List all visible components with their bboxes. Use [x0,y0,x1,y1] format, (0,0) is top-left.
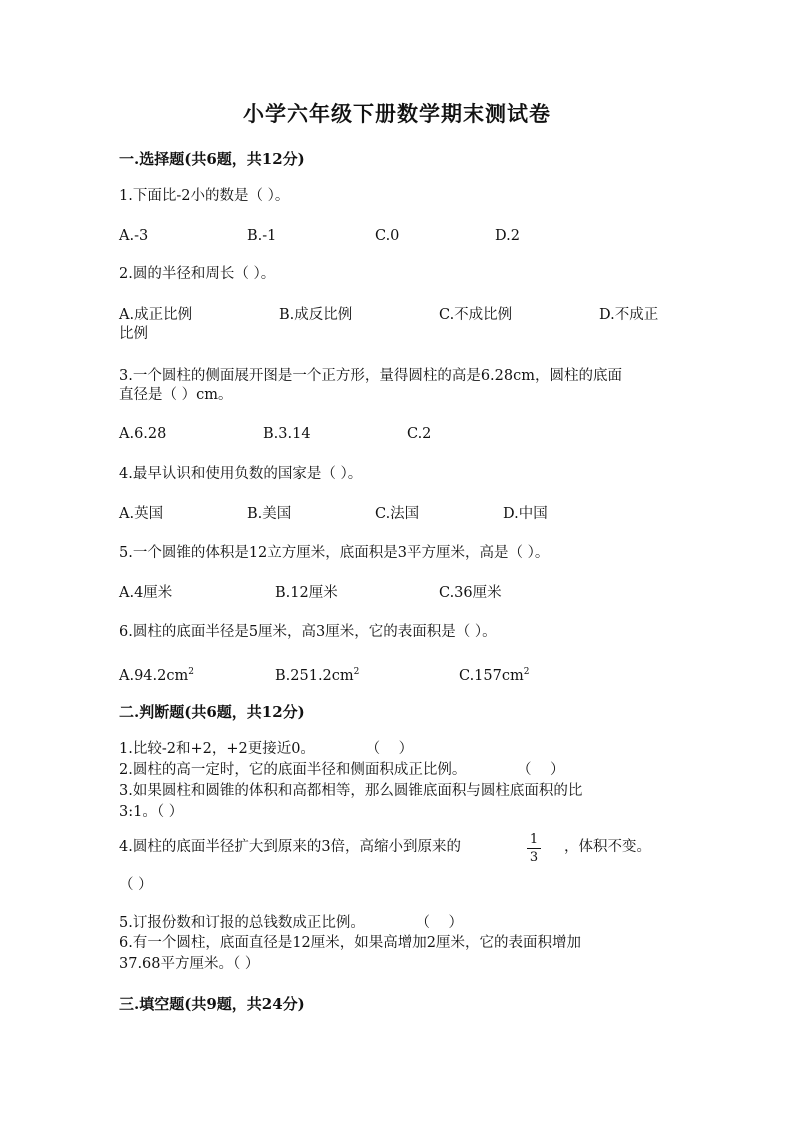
q1-option-a: A.-3 [119,228,149,244]
q3-option-c: C.2 [407,426,432,442]
fraction-denominator: 3 [529,850,539,865]
judge-6-line2: 37.68平方厘米。（ ） [119,956,260,972]
q5-option-b: B.12厘米 [275,585,338,601]
q1-option-c: C.0 [375,228,400,244]
q5-option-a: A.4厘米 [119,585,173,601]
q3-option-a: A.6.28 [119,426,167,442]
section-heading-fill: 三.填空题(共9题，共24分) [119,995,305,1013]
q5-option-c: C.36厘米 [439,585,502,601]
q4-option-d: D.中国 [503,506,548,522]
q2-option-c: C.不成比例 [439,307,513,323]
question-2: 2.圆的半径和周长（ ）。 [119,266,276,282]
q2-option-d: D.不成正 [599,307,659,323]
q4-option-c: C.法国 [375,506,420,522]
q6-option-a: $A.94.2cm^2$ [119,667,194,684]
judge-2: 2.圆柱的高一定时，它的底面半径和侧面积成正比例。 （ ） [119,762,565,778]
q2-option-a: A.成正比例 [119,307,193,323]
question-3-line1: 3.一个圆柱的侧面展开图是一个正方形，量得圆柱的高是6.28cm，圆柱的底面 [119,368,622,384]
question-4: 4.最早认识和使用负数的国家是（ ）。 [119,466,363,482]
q2-option-d-wrap: 比例 [119,326,148,342]
section-heading-choice: 一.选择题(共6题，共12分) [119,150,305,168]
question-1: 1.下面比-2小的数是（ ）。 [119,188,290,204]
question-6: 6.圆柱的底面半径是5厘米，高3厘米，它的表面积是（ ）。 [119,624,497,640]
q3-option-b: B.3.14 [263,426,311,442]
section-heading-judge: 二.判断题(共6题，共12分) [119,703,305,721]
judge-3-line2: 3:1。（ ） [119,804,184,820]
question-3-line2: 直径是（ ）cm。 [119,387,233,403]
q1-option-b: B.-1 [247,228,277,244]
judge-6-line1: 6.有一个圆柱，底面直径是12厘米，如果高增加2厘米，它的表面积增加 [119,935,582,951]
fraction-one-third [527,832,541,865]
q2-option-b: B.成反比例 [279,307,353,323]
page-title: 小学六年级下册数学期末测试卷 [243,101,551,126]
judge-4-end: ，体积不变。 [564,839,651,855]
judge-4: 4.圆柱的底面半径扩大到原来的3倍，高缩小到原来的 [119,839,462,855]
q1-option-d: D.2 [495,228,520,244]
judge-5: 5.订报份数和订报的总钱数成正比例。 （ ） [119,915,463,931]
judge-4-parens: （ ） [119,877,153,893]
q4-option-a: A.英国 [119,506,164,522]
q6-option-b: $B.251.2cm^2$ [275,667,360,684]
q4-option-b: B.美国 [247,506,292,522]
fraction-bar [527,848,541,849]
question-5: 5.一个圆锥的体积是12立方厘米，底面积是3平方厘米，高是（ ）。 [119,545,550,561]
fraction-numerator: 1 [529,832,539,847]
q6-option-c: $C.157cm^2$ [459,667,530,684]
judge-1: 1.比较-2和+2，+2更接近0。 （ ） [119,741,414,757]
judge-3-line1: 3.如果圆柱和圆锥的体积和高都相等，那么圆锥底面积与圆柱底面积的比 [119,783,583,799]
